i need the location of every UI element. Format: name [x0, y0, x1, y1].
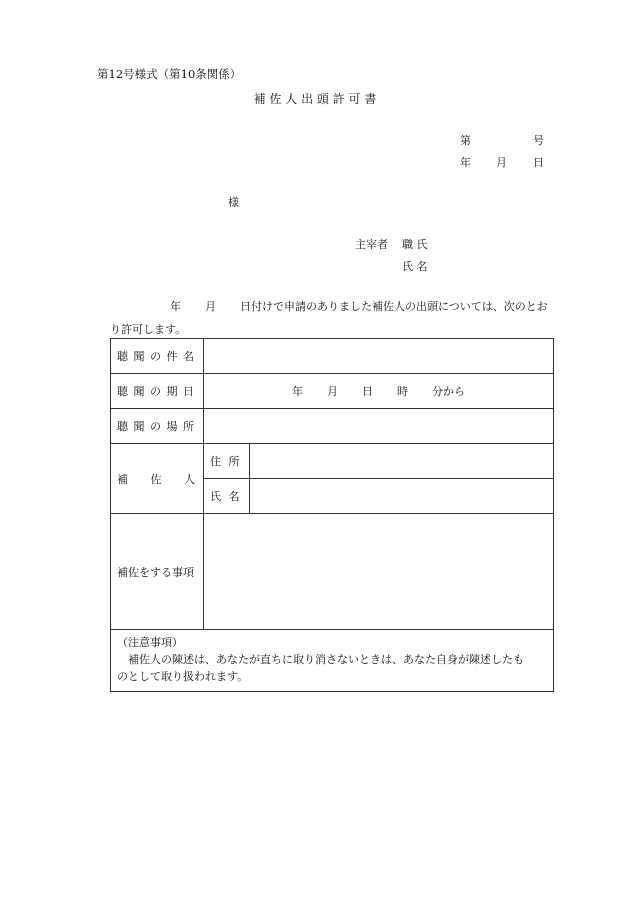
hearing-hour: 時 [397, 385, 408, 398]
issuer-post: 職 氏 [402, 238, 428, 251]
hearing-minute: 分から [432, 385, 465, 398]
issuer-role: 主宰者 [355, 238, 388, 251]
notes-heading: （注意事項） [117, 636, 183, 649]
issuer-name: 氏 名 [402, 260, 428, 273]
matters-value[interactable] [204, 514, 554, 630]
address-label: 住 所 [204, 444, 250, 479]
case-name-value[interactable] [204, 339, 554, 374]
permit-table [110, 338, 554, 692]
form-number-label: 第12号様式（第10条関係） [97, 67, 242, 81]
case-name-label: 聴 聞 の 件 名 [111, 339, 204, 374]
notes-line-2: のとして取り扱われます。 [117, 670, 249, 683]
hearing-month: 月 [327, 385, 338, 398]
body-text-line-2: り許可します。 [110, 323, 187, 336]
document-title: 補 佐 人 出 頭 許 可 書 [253, 92, 377, 106]
body-month: 月 [205, 300, 216, 313]
table-row [111, 630, 554, 692]
body-year: 年 [170, 300, 181, 313]
table-row [111, 514, 554, 630]
name-value[interactable] [250, 479, 554, 514]
document-number-prefix: 第 [460, 134, 471, 147]
document-number-suffix: 号 [533, 134, 544, 147]
body-text: 日付けで申請のありました補佐人の出頭については、次のとお [240, 300, 548, 313]
assistant-label-char: 人 [184, 472, 195, 486]
hearing-date-value[interactable] [204, 374, 554, 409]
notes-cell [111, 630, 554, 692]
name-label: 氏 名 [204, 479, 250, 514]
table-row [111, 444, 554, 479]
issue-date-day: 日 [533, 156, 544, 169]
address-value[interactable] [250, 444, 554, 479]
table-row [111, 374, 554, 409]
matters-label: 補佐をする事項 [111, 514, 204, 630]
notes-line-1: 補佐人の陳述は、あなたが直ちに取り消さないときは、あなた自身が陳述したも [117, 653, 524, 666]
addressee-honorific: 様 [228, 196, 239, 209]
table-row [111, 339, 554, 374]
hearing-place-label: 聴 聞 の 場 所 [111, 409, 204, 444]
assistant-label-char: 補 [117, 472, 128, 486]
issue-date-month: 月 [496, 156, 507, 169]
hearing-day: 日 [362, 385, 373, 398]
hearing-place-value[interactable] [204, 409, 554, 444]
body-text-line-1 [110, 298, 548, 314]
table-row [111, 409, 554, 444]
hearing-date-label: 聴 聞 の 期 日 [111, 374, 204, 409]
hearing-year: 年 [292, 385, 303, 398]
assistant-label-char: 佐 [150, 472, 162, 486]
issue-date-year: 年 [460, 156, 471, 169]
assistant-label [111, 444, 204, 514]
